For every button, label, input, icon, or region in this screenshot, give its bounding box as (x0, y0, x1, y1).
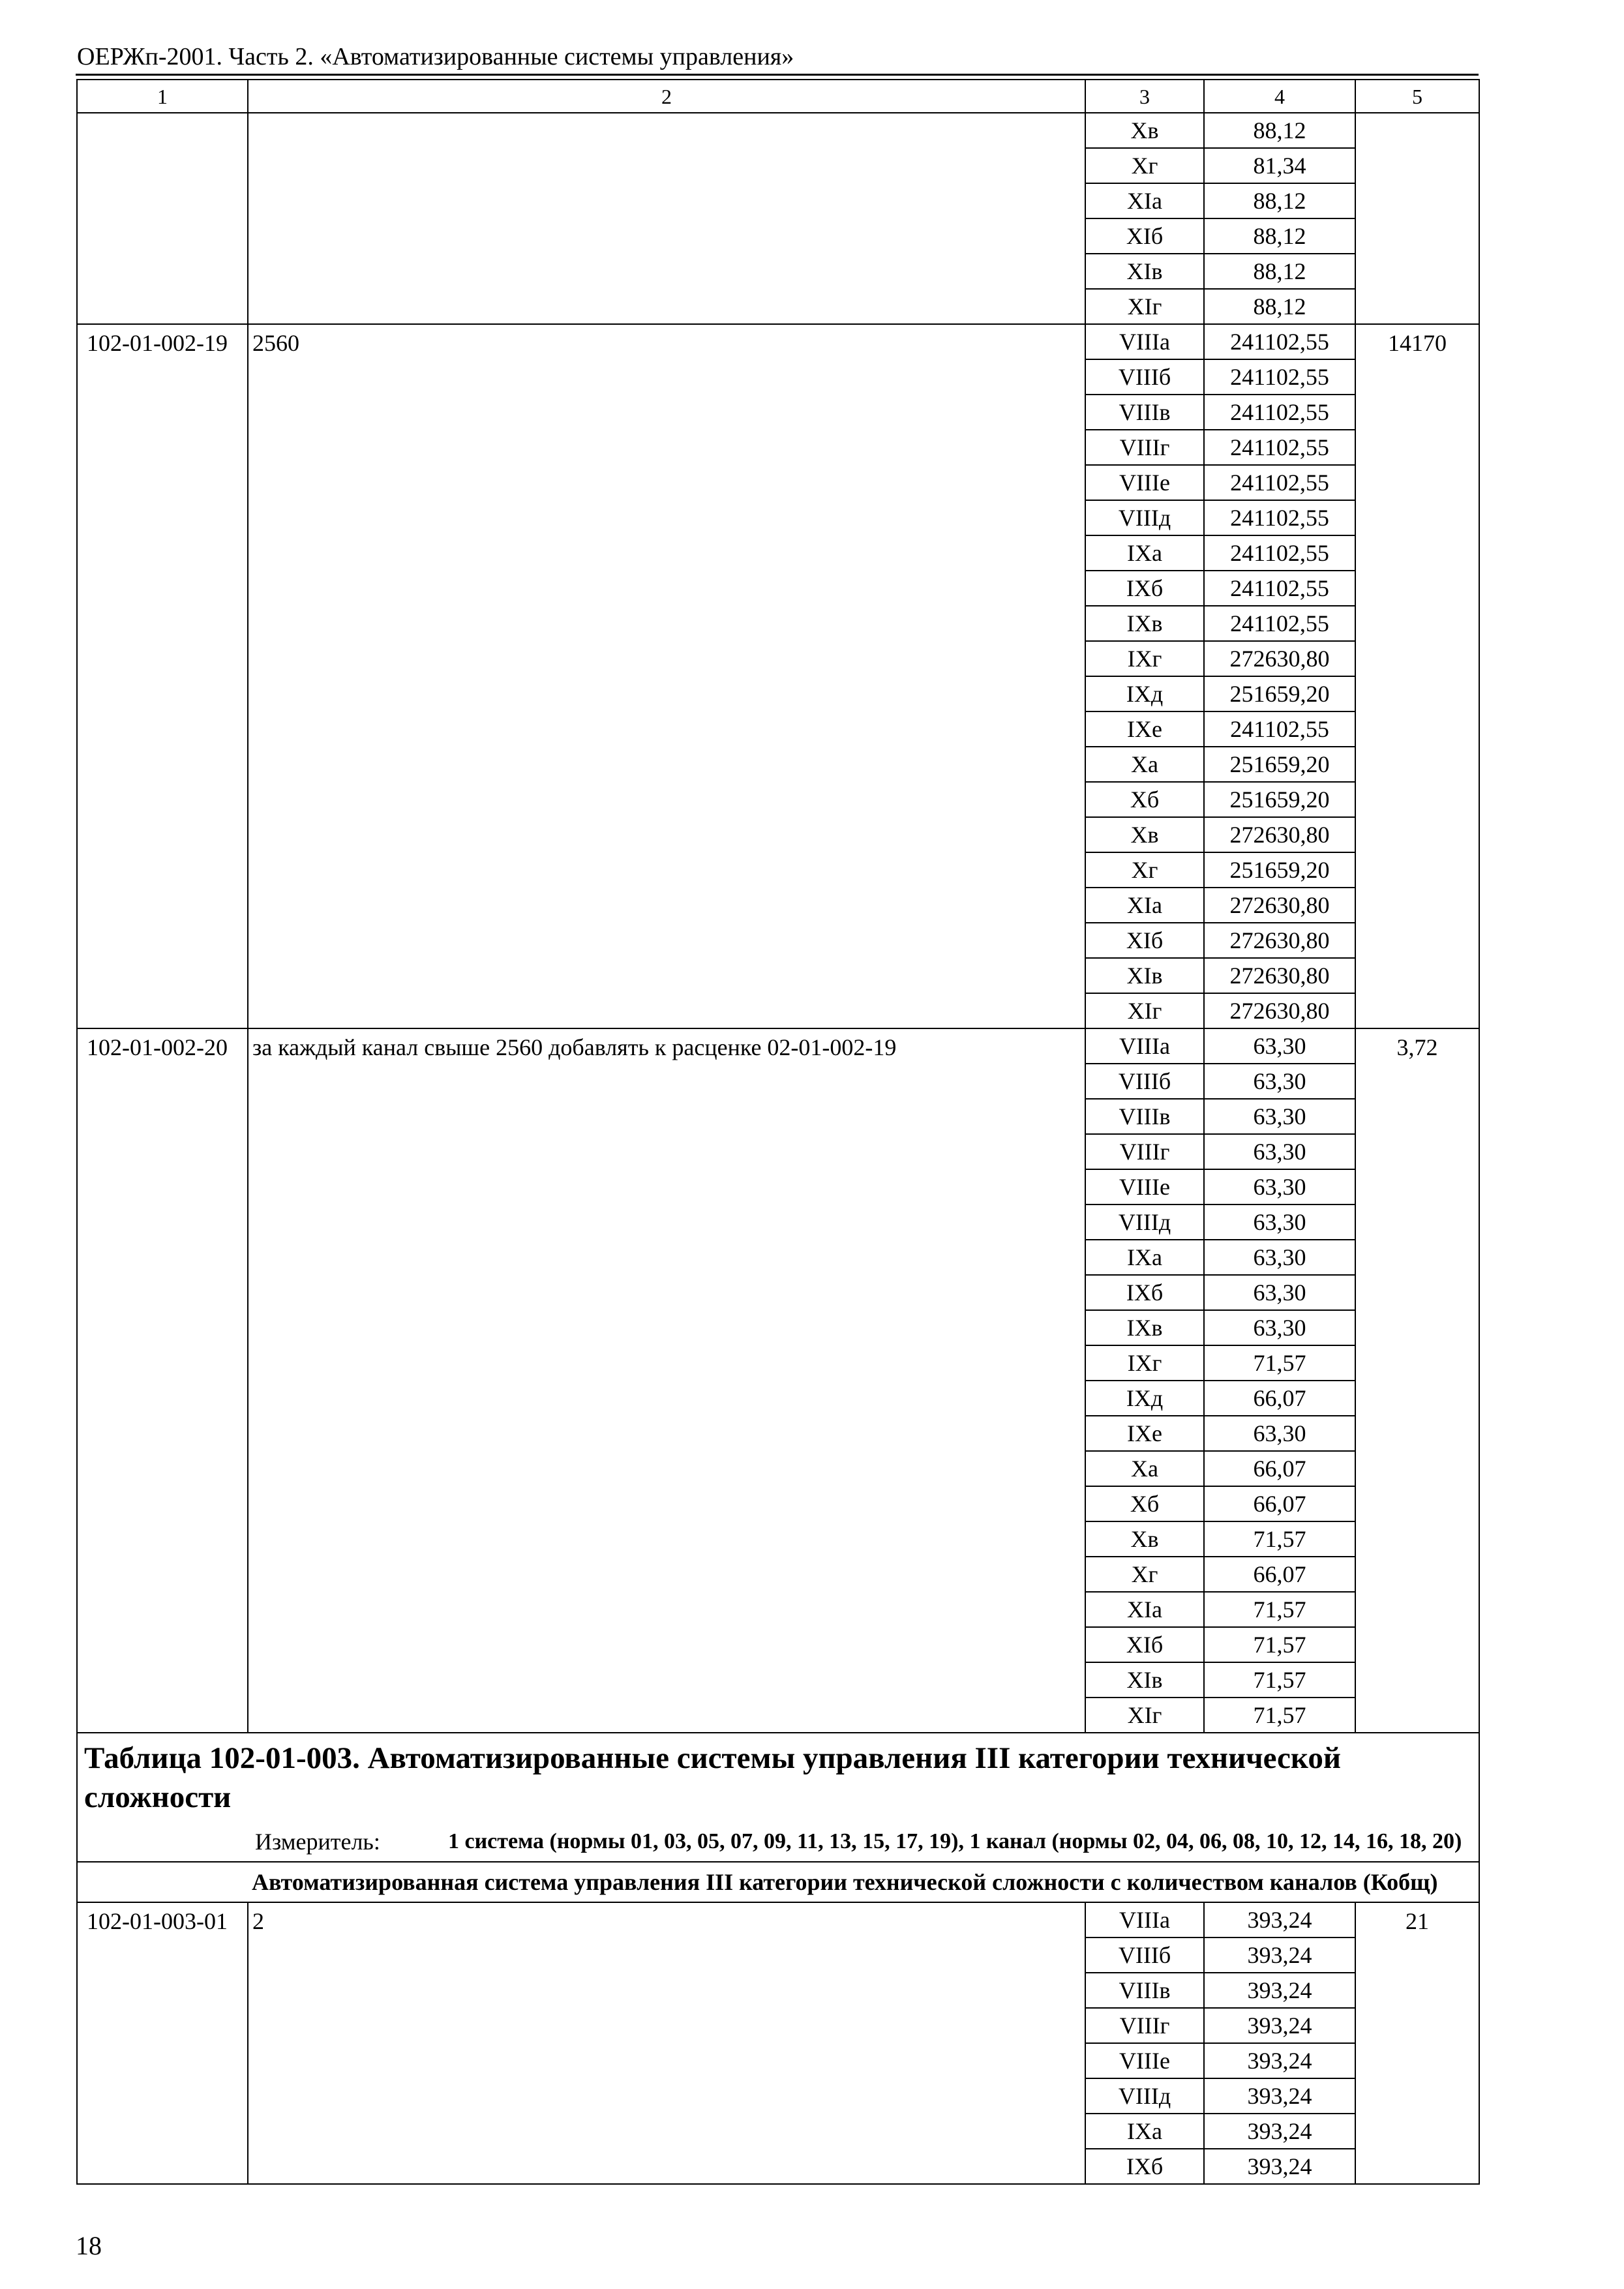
value-cell: 63,30 (1204, 1134, 1355, 1169)
group-cell: Xб (1085, 782, 1204, 817)
rate-extra-value: 14170 (1355, 324, 1479, 1028)
column-number-1: 1 (77, 80, 248, 113)
meter-text: 1 система (нормы 01, 03, 05, 07, 09, 11, 13, 15, 17, 19), 1 канал (нормы 02, 04, 06, 08, 10, 12, 14, 16, 18, 20) (448, 1829, 1462, 1853)
table-row (77, 324, 1479, 359)
value-cell: 241102,55 (1204, 324, 1355, 359)
value-cell: 393,24 (1204, 1902, 1355, 1937)
group-cell: IXв (1085, 1310, 1204, 1345)
value-cell: 63,30 (1204, 1204, 1355, 1240)
group-cell: IXе (1085, 711, 1204, 747)
meter-cell (77, 1819, 1479, 1862)
value-cell: 241102,55 (1204, 359, 1355, 395)
group-cell: VIIIа (1085, 1902, 1204, 1937)
group-cell: VIIIг (1085, 1134, 1204, 1169)
group-cell: VIIIв (1085, 1099, 1204, 1134)
group-cell: Xг (1085, 852, 1204, 888)
value-cell: 251659,20 (1204, 852, 1355, 888)
value-cell: 63,30 (1204, 1099, 1355, 1134)
value-cell: 393,24 (1204, 2149, 1355, 2184)
group-cell: VIIIг (1085, 2008, 1204, 2043)
description-cell (248, 113, 1085, 324)
table-row (77, 1028, 1479, 1064)
group-cell: VIIIб (1085, 1937, 1204, 1973)
rate-description: за каждый канал свыше 2560 добавлять к расценке 02-01-002-19 (248, 1028, 1085, 1733)
value-cell: 393,24 (1204, 2043, 1355, 2078)
group-cell: IXа (1085, 2114, 1204, 2149)
group-cell: XIв (1085, 1662, 1204, 1698)
value-cell: 88,12 (1204, 289, 1355, 324)
table-row (77, 113, 1479, 148)
value-cell: 63,30 (1204, 1064, 1355, 1099)
group-cell: IXг (1085, 1345, 1204, 1381)
column-number-5: 5 (1355, 80, 1479, 113)
section-title-row (77, 1733, 1479, 1819)
group-cell: Xа (1085, 747, 1204, 782)
group-cell: Xг (1085, 148, 1204, 183)
value-cell: 66,07 (1204, 1486, 1355, 1521)
group-cell: IXв (1085, 606, 1204, 641)
rates-table-body (77, 80, 1479, 2184)
value-cell: 241102,55 (1204, 395, 1355, 430)
rate-description: 2 (248, 1902, 1085, 2184)
group-cell: XIг (1085, 993, 1204, 1028)
value-cell: 66,07 (1204, 1451, 1355, 1486)
rate-extra-value: 3,72 (1355, 1028, 1479, 1733)
group-cell: IXб (1085, 571, 1204, 606)
value-cell: 63,30 (1204, 1028, 1355, 1064)
group-cell: Xв (1085, 113, 1204, 148)
group-cell: VIIIд (1085, 500, 1204, 535)
value-cell: 241102,55 (1204, 711, 1355, 747)
value-cell: 272630,80 (1204, 958, 1355, 993)
value-cell: 251659,20 (1204, 782, 1355, 817)
extra-cell (1355, 113, 1479, 324)
rate-extra-value: 21 (1355, 1902, 1479, 2184)
group-cell: IXд (1085, 676, 1204, 711)
group-cell: XIб (1085, 923, 1204, 958)
column-number-4: 4 (1204, 80, 1355, 113)
value-cell: 241102,55 (1204, 500, 1355, 535)
page-header-title: ОЕРЖп-2001. Часть 2. «Автоматизированные системы управления» (77, 43, 794, 70)
group-cell: IXе (1085, 1416, 1204, 1451)
column-number-row (77, 80, 1479, 113)
group-cell: Xг (1085, 1557, 1204, 1592)
value-cell: 71,57 (1204, 1662, 1355, 1698)
group-cell: VIIIг (1085, 430, 1204, 465)
value-cell: 393,24 (1204, 1973, 1355, 2008)
group-cell: XIб (1085, 1627, 1204, 1662)
group-cell: Xв (1085, 1521, 1204, 1557)
group-cell: IXг (1085, 641, 1204, 676)
column-number-3: 3 (1085, 80, 1204, 113)
value-cell: 393,24 (1204, 2114, 1355, 2149)
value-cell: 272630,80 (1204, 993, 1355, 1028)
value-cell: 63,30 (1204, 1240, 1355, 1275)
value-cell: 88,12 (1204, 113, 1355, 148)
value-cell: 241102,55 (1204, 465, 1355, 500)
value-cell: 81,34 (1204, 148, 1355, 183)
group-cell: VIIIв (1085, 395, 1204, 430)
value-cell: 63,30 (1204, 1310, 1355, 1345)
value-cell: 241102,55 (1204, 535, 1355, 571)
value-cell: 71,57 (1204, 1592, 1355, 1627)
group-cell: VIIIв (1085, 1973, 1204, 2008)
group-cell: VIIIб (1085, 1064, 1204, 1099)
header-divider (76, 74, 1479, 76)
group-cell: IXд (1085, 1381, 1204, 1416)
value-cell: 71,57 (1204, 1521, 1355, 1557)
rate-description: 2560 (248, 324, 1085, 1028)
meter-row (77, 1819, 1479, 1862)
value-cell: 241102,55 (1204, 571, 1355, 606)
value-cell: 241102,55 (1204, 606, 1355, 641)
value-cell: 71,57 (1204, 1627, 1355, 1662)
value-cell: 393,24 (1204, 1937, 1355, 1973)
value-cell: 272630,80 (1204, 641, 1355, 676)
group-cell: XIг (1085, 289, 1204, 324)
group-cell: XIв (1085, 254, 1204, 289)
value-cell: 63,30 (1204, 1169, 1355, 1204)
group-cell: IXа (1085, 535, 1204, 571)
rate-code: 102-01-002-19 (77, 324, 248, 1028)
meter-label: Измеритель: (255, 1828, 380, 1855)
rates-table (76, 79, 1480, 2185)
group-cell: XIа (1085, 1592, 1204, 1627)
group-cell: VIIIа (1085, 324, 1204, 359)
page-number: 18 (76, 2231, 102, 2260)
rate-code: 102-01-002-20 (77, 1028, 248, 1733)
subtitle-spacer-cell (77, 1862, 248, 1902)
table-row (77, 1902, 1479, 1937)
group-cell: Xб (1085, 1486, 1204, 1521)
value-cell: 63,30 (1204, 1416, 1355, 1451)
group-cell: VIIIе (1085, 465, 1204, 500)
value-cell: 272630,80 (1204, 888, 1355, 923)
rate-code: 102-01-003-01 (77, 1902, 248, 2184)
value-cell: 393,24 (1204, 2078, 1355, 2114)
section-subtitle: Автоматизированная система управления III категории технической сложности с количеством каналов (Кобщ) (248, 1862, 1479, 1902)
group-cell: IXб (1085, 1275, 1204, 1310)
group-cell: IXб (1085, 2149, 1204, 2184)
group-cell: IXа (1085, 1240, 1204, 1275)
value-cell: 88,12 (1204, 254, 1355, 289)
code-cell (77, 113, 248, 324)
group-cell: XIг (1085, 1698, 1204, 1733)
group-cell: XIа (1085, 888, 1204, 923)
value-cell: 241102,55 (1204, 430, 1355, 465)
group-cell: VIIIе (1085, 2043, 1204, 2078)
value-cell: 71,57 (1204, 1345, 1355, 1381)
column-number-2: 2 (248, 80, 1085, 113)
group-cell: XIб (1085, 218, 1204, 254)
value-cell: 88,12 (1204, 218, 1355, 254)
value-cell: 71,57 (1204, 1698, 1355, 1733)
group-cell: Xв (1085, 817, 1204, 852)
value-cell: 251659,20 (1204, 676, 1355, 711)
value-cell: 66,07 (1204, 1381, 1355, 1416)
group-cell: VIIIд (1085, 2078, 1204, 2114)
value-cell: 251659,20 (1204, 747, 1355, 782)
group-cell: VIIIе (1085, 1169, 1204, 1204)
group-cell: XIв (1085, 958, 1204, 993)
section-subtitle-row (77, 1862, 1479, 1902)
value-cell: 393,24 (1204, 2008, 1355, 2043)
group-cell: VIIIа (1085, 1028, 1204, 1064)
value-cell: 88,12 (1204, 183, 1355, 218)
value-cell: 272630,80 (1204, 817, 1355, 852)
value-cell: 66,07 (1204, 1557, 1355, 1592)
value-cell: 63,30 (1204, 1275, 1355, 1310)
section-table-title: Таблица 102-01-003. Автоматизированные системы управления III категории технической сложности (77, 1733, 1479, 1819)
group-cell: VIIIд (1085, 1204, 1204, 1240)
value-cell: 272630,80 (1204, 923, 1355, 958)
group-cell: Xа (1085, 1451, 1204, 1486)
group-cell: XIа (1085, 183, 1204, 218)
group-cell: VIIIб (1085, 359, 1204, 395)
